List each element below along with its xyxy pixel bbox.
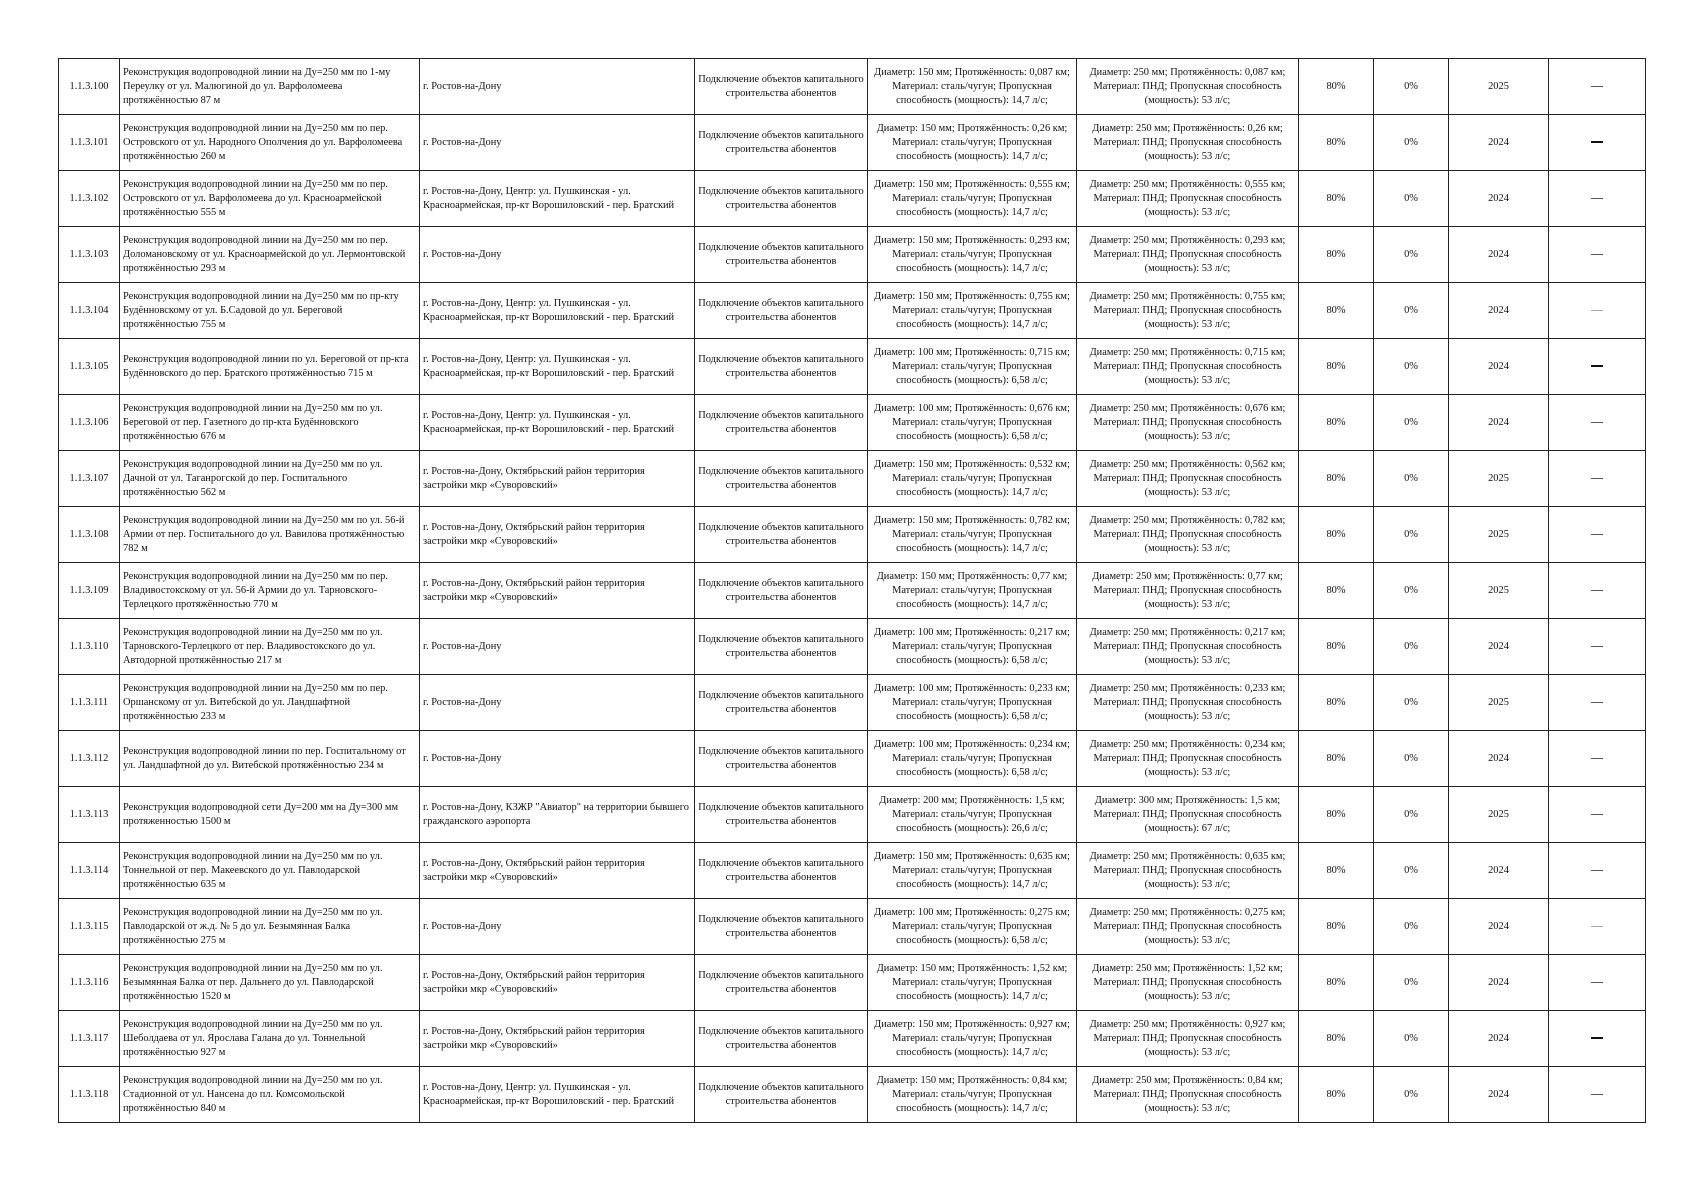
- wear-before-cell: 80%: [1299, 1011, 1374, 1067]
- completion-year-cell: 2025: [1449, 675, 1549, 731]
- project-code-cell: 1.1.3.113: [59, 787, 120, 843]
- purpose-cell: Подключение объектов капитального строительства абонентов: [695, 843, 868, 899]
- project-name-cell: Реконструкция водопроводной линии на Ду=250 мм по ул. 56-й Армии от пер. Госпитального до ул. Вавилова протяжённостью 782 м: [120, 507, 420, 563]
- note-cell: [1549, 59, 1646, 115]
- wear-before-cell: 80%: [1299, 507, 1374, 563]
- project-name-cell: Реконструкция водопроводной линии на Ду=250 мм по пер. Островского от ул. Варфоломеева до ул. Красноармейской протяжённостью 555 м: [120, 171, 420, 227]
- note-cell: [1549, 731, 1646, 787]
- purpose-cell: Подключение объектов капитального строительства абонентов: [695, 1067, 868, 1123]
- planned-parameters-cell: Диаметр: 300 мм; Протяжённость: 1,5 км; Материал: ПНД; Пропускная способность (мощность): 67 л/с;: [1077, 787, 1299, 843]
- wear-after-cell: 0%: [1374, 843, 1449, 899]
- note-cell: [1549, 227, 1646, 283]
- purpose-cell: Подключение объектов капитального строительства абонентов: [695, 675, 868, 731]
- empty-dash: [1591, 870, 1603, 871]
- purpose-cell: Подключение объектов капитального строительства абонентов: [695, 451, 868, 507]
- table-row: [59, 675, 1646, 731]
- note-cell: [1549, 395, 1646, 451]
- wear-before-cell: 80%: [1299, 843, 1374, 899]
- purpose-cell: Подключение объектов капитального строительства абонентов: [695, 283, 868, 339]
- project-name-cell: Реконструкция водопроводной линии на Ду=250 мм по ул. Безымянная Балка от пер. Дальнего до ул. Павлодарской протяжённостью 1520 м: [120, 955, 420, 1011]
- location-cell: г. Ростов-на-Дону: [420, 227, 695, 283]
- project-code-cell: 1.1.3.101: [59, 115, 120, 171]
- note-cell: [1549, 843, 1646, 899]
- location-cell: г. Ростов-на-Дону, Октябрьский район территория застройки мкр «Суворовский»: [420, 955, 695, 1011]
- wear-before-cell: 80%: [1299, 227, 1374, 283]
- wear-after-cell: 0%: [1374, 899, 1449, 955]
- purpose-cell: Подключение объектов капитального строительства абонентов: [695, 1011, 868, 1067]
- location-cell: г. Ростов-на-Дону, Октябрьский район территория застройки мкр «Суворовский»: [420, 563, 695, 619]
- current-parameters-cell: Диаметр: 100 мм; Протяжённость: 0,234 км; Материал: сталь/чугун; Пропускная способность (мощность): 6,58 л/с;: [868, 731, 1077, 787]
- wear-after-cell: 0%: [1374, 619, 1449, 675]
- completion-year-cell: 2024: [1449, 1067, 1549, 1123]
- purpose-cell: Подключение объектов капитального строительства абонентов: [695, 507, 868, 563]
- planned-parameters-cell: Диаметр: 250 мм; Протяжённость: 0,26 км; Материал: ПНД; Пропускная способность (мощность): 53 л/с;: [1077, 115, 1299, 171]
- empty-dash: [1591, 141, 1603, 143]
- current-parameters-cell: Диаметр: 150 мм; Протяжённость: 0,755 км; Материал: сталь/чугун; Пропускная способность (мощность): 14,7 л/с;: [868, 283, 1077, 339]
- project-name-cell: Реконструкция водопроводной линии на Ду=250 мм по ул. Стадионной от ул. Нансена до пл. Комсомольской протяжённостью 840 м: [120, 1067, 420, 1123]
- empty-dash: [1591, 982, 1603, 983]
- empty-dash: [1591, 590, 1603, 591]
- table-row: [59, 395, 1646, 451]
- empty-dash: [1591, 702, 1603, 703]
- project-code-cell: 1.1.3.108: [59, 507, 120, 563]
- completion-year-cell: 2024: [1449, 339, 1549, 395]
- wear-before-cell: 80%: [1299, 619, 1374, 675]
- project-code-cell: 1.1.3.116: [59, 955, 120, 1011]
- project-code-cell: 1.1.3.103: [59, 227, 120, 283]
- table-row: [59, 619, 1646, 675]
- wear-before-cell: 80%: [1299, 899, 1374, 955]
- wear-before-cell: 80%: [1299, 675, 1374, 731]
- completion-year-cell: 2024: [1449, 171, 1549, 227]
- planned-parameters-cell: Диаметр: 250 мм; Протяжённость: 0,555 км; Материал: ПНД; Пропускная способность (мощность): 53 л/с;: [1077, 171, 1299, 227]
- table-row: [59, 843, 1646, 899]
- project-name-cell: Реконструкция водопроводной линии по пер. Госпитальному от ул. Ландшафтной до ул. Витебской протяжённостью 234 м: [120, 731, 420, 787]
- planned-parameters-cell: Диаметр: 250 мм; Протяжённость: 0,234 км; Материал: ПНД; Пропускная способность (мощность): 53 л/с;: [1077, 731, 1299, 787]
- current-parameters-cell: Диаметр: 100 мм; Протяжённость: 0,217 км; Материал: сталь/чугун; Пропускная способность (мощность): 6,58 л/с;: [868, 619, 1077, 675]
- table-row: [59, 507, 1646, 563]
- purpose-cell: Подключение объектов капитального строительства абонентов: [695, 563, 868, 619]
- note-cell: [1549, 339, 1646, 395]
- current-parameters-cell: Диаметр: 150 мм; Протяжённость: 0,087 км; Материал: сталь/чугун; Пропускная способность (мощность): 14,7 л/с;: [868, 59, 1077, 115]
- note-cell: [1549, 115, 1646, 171]
- table-row: [59, 339, 1646, 395]
- table-row: [59, 1067, 1646, 1123]
- project-code-cell: 1.1.3.106: [59, 395, 120, 451]
- projects-table: [58, 58, 1646, 1123]
- project-name-cell: Реконструкция водопроводной линии на Ду=250 мм по ул. Павлодарской от ж.д. № 5 до ул. Безымянная Балка протяжённостью 275 м: [120, 899, 420, 955]
- project-name-cell: Реконструкция водопроводной линии на Ду=250 мм по ул. Шеболдаева от ул. Ярослава Галана до ул. Тоннельной протяжённостью 927 м: [120, 1011, 420, 1067]
- completion-year-cell: 2025: [1449, 507, 1549, 563]
- project-name-cell: Реконструкция водопроводной линии на Ду=250 мм по 1-му Переулку от ул. Малюгиной до ул. Варфоломеева протяжённостью 87 м: [120, 59, 420, 115]
- completion-year-cell: 2024: [1449, 395, 1549, 451]
- project-code-cell: 1.1.3.117: [59, 1011, 120, 1067]
- project-code-cell: 1.1.3.105: [59, 339, 120, 395]
- completion-year-cell: 2024: [1449, 619, 1549, 675]
- wear-after-cell: 0%: [1374, 115, 1449, 171]
- project-name-cell: Реконструкция водопроводной линии на Ду=250 мм по пер. Доломановскому от ул. Красноармейской до ул. Лермонтовской протяжённостью 293 м: [120, 227, 420, 283]
- planned-parameters-cell: Диаметр: 250 мм; Протяжённость: 0,84 км; Материал: ПНД; Пропускная способность (мощность): 53 л/с;: [1077, 1067, 1299, 1123]
- project-code-cell: 1.1.3.100: [59, 59, 120, 115]
- table-row: [59, 1011, 1646, 1067]
- completion-year-cell: 2025: [1449, 787, 1549, 843]
- project-code-cell: 1.1.3.104: [59, 283, 120, 339]
- location-cell: г. Ростов-на-Дону, Центр: ул. Пушкинская - ул. Красноармейская, пр-кт Ворошиловский - пер. Братский: [420, 395, 695, 451]
- purpose-cell: Подключение объектов капитального строительства абонентов: [695, 731, 868, 787]
- location-cell: г. Ростов-на-Дону, Центр: ул. Пушкинская - ул. Красноармейская, пр-кт Ворошиловский - пер. Братский: [420, 1067, 695, 1123]
- planned-parameters-cell: Диаметр: 250 мм; Протяжённость: 0,275 км; Материал: ПНД; Пропускная способность (мощность): 53 л/с;: [1077, 899, 1299, 955]
- purpose-cell: Подключение объектов капитального строительства абонентов: [695, 787, 868, 843]
- purpose-cell: Подключение объектов капитального строительства абонентов: [695, 899, 868, 955]
- wear-before-cell: 80%: [1299, 451, 1374, 507]
- wear-after-cell: 0%: [1374, 451, 1449, 507]
- location-cell: г. Ростов-на-Дону, Центр: ул. Пушкинская - ул. Красноармейская, пр-кт Ворошиловский - пер. Братский: [420, 283, 695, 339]
- project-code-cell: 1.1.3.102: [59, 171, 120, 227]
- table-row: [59, 731, 1646, 787]
- completion-year-cell: 2024: [1449, 115, 1549, 171]
- investment-program-table-sheet: [58, 58, 1646, 1123]
- current-parameters-cell: Диаметр: 150 мм; Протяжённость: 0,927 км; Материал: сталь/чугун; Пропускная способность (мощность): 14,7 л/с;: [868, 1011, 1077, 1067]
- location-cell: г. Ростов-на-Дону, Октябрьский район территория застройки мкр «Суворовский»: [420, 451, 695, 507]
- completion-year-cell: 2024: [1449, 1011, 1549, 1067]
- completion-year-cell: 2024: [1449, 731, 1549, 787]
- table-body: [59, 59, 1646, 1123]
- project-name-cell: Реконструкция водопроводной линии на Ду=250 мм по ул. Дачной от ул. Таганрогской до пер. Госпитального протяжённостью 562 м: [120, 451, 420, 507]
- current-parameters-cell: Диаметр: 150 мм; Протяжённость: 0,293 км; Материал: сталь/чугун; Пропускная способность (мощность): 14,7 л/с;: [868, 227, 1077, 283]
- planned-parameters-cell: Диаметр: 250 мм; Протяжённость: 0,635 км; Материал: ПНД; Пропускная способность (мощность): 53 л/с;: [1077, 843, 1299, 899]
- table-row: [59, 59, 1646, 115]
- project-name-cell: Реконструкция водопроводной линии по ул. Береговой от пр-кта Будённовского до пер. Братского протяжённостью 715 м: [120, 339, 420, 395]
- current-parameters-cell: Диаметр: 150 мм; Протяжённость: 1,52 км; Материал: сталь/чугун; Пропускная способность (мощность): 14,7 л/с;: [868, 955, 1077, 1011]
- wear-before-cell: 80%: [1299, 59, 1374, 115]
- note-cell: [1549, 451, 1646, 507]
- empty-dash: [1591, 86, 1603, 87]
- completion-year-cell: 2024: [1449, 955, 1549, 1011]
- wear-before-cell: 80%: [1299, 955, 1374, 1011]
- project-code-cell: 1.1.3.112: [59, 731, 120, 787]
- purpose-cell: Подключение объектов капитального строительства абонентов: [695, 955, 868, 1011]
- empty-dash: [1591, 254, 1603, 255]
- location-cell: г. Ростов-на-Дону: [420, 59, 695, 115]
- wear-before-cell: 80%: [1299, 339, 1374, 395]
- project-name-cell: Реконструкция водопроводной линии на Ду=250 мм по ул. Береговой от пер. Газетного до пр-кта Будённовского протяжённостью 676 м: [120, 395, 420, 451]
- project-name-cell: Реконструкция водопроводной линии на Ду=250 мм по пер. Островского от ул. Народного Ополчения до ул. Варфоломеева протяжённостью 260 м: [120, 115, 420, 171]
- current-parameters-cell: Диаметр: 150 мм; Протяжённость: 0,26 км; Материал: сталь/чугун; Пропускная способность (мощность): 14,7 л/с;: [868, 115, 1077, 171]
- note-cell: [1549, 507, 1646, 563]
- note-cell: [1549, 563, 1646, 619]
- project-code-cell: 1.1.3.118: [59, 1067, 120, 1123]
- project-code-cell: 1.1.3.114: [59, 843, 120, 899]
- project-code-cell: 1.1.3.107: [59, 451, 120, 507]
- empty-dash: [1591, 422, 1603, 423]
- wear-before-cell: 80%: [1299, 395, 1374, 451]
- note-cell: [1549, 955, 1646, 1011]
- empty-dash: [1591, 198, 1603, 199]
- empty-dash: [1591, 1037, 1603, 1039]
- table-row: [59, 171, 1646, 227]
- current-parameters-cell: Диаметр: 200 мм; Протяжённость: 1,5 км; Материал: сталь/чугун; Пропускная способность (мощность): 26,6 л/с;: [868, 787, 1077, 843]
- note-cell: [1549, 1067, 1646, 1123]
- wear-after-cell: 0%: [1374, 563, 1449, 619]
- project-name-cell: Реконструкция водопроводной линии на Ду=250 мм по пр-кту Будённовскому от ул. Б.Садовой до ул. Береговой протяжённостью 755 м: [120, 283, 420, 339]
- project-code-cell: 1.1.3.115: [59, 899, 120, 955]
- current-parameters-cell: Диаметр: 150 мм; Протяжённость: 0,77 км; Материал: сталь/чугун; Пропускная способность (мощность): 14,7 л/с;: [868, 563, 1077, 619]
- wear-after-cell: 0%: [1374, 731, 1449, 787]
- completion-year-cell: 2025: [1449, 563, 1549, 619]
- note-cell: [1549, 171, 1646, 227]
- table-row: [59, 227, 1646, 283]
- planned-parameters-cell: Диаметр: 250 мм; Протяжённость: 0,233 км; Материал: ПНД; Пропускная способность (мощность): 53 л/с;: [1077, 675, 1299, 731]
- wear-after-cell: 0%: [1374, 955, 1449, 1011]
- empty-dash: [1591, 534, 1603, 535]
- table-row: [59, 899, 1646, 955]
- note-cell: [1549, 675, 1646, 731]
- current-parameters-cell: Диаметр: 150 мм; Протяжённость: 0,635 км; Материал: сталь/чугун; Пропускная способность (мощность): 14,7 л/с;: [868, 843, 1077, 899]
- empty-dash: [1591, 926, 1603, 927]
- empty-dash: [1591, 814, 1603, 815]
- project-code-cell: 1.1.3.111: [59, 675, 120, 731]
- completion-year-cell: 2024: [1449, 899, 1549, 955]
- planned-parameters-cell: Диаметр: 250 мм; Протяжённость: 0,755 км; Материал: ПНД; Пропускная способность (мощность): 53 л/с;: [1077, 283, 1299, 339]
- completion-year-cell: 2025: [1449, 451, 1549, 507]
- note-cell: [1549, 283, 1646, 339]
- planned-parameters-cell: Диаметр: 250 мм; Протяжённость: 0,927 км; Материал: ПНД; Пропускная способность (мощность): 53 л/с;: [1077, 1011, 1299, 1067]
- location-cell: г. Ростов-на-Дону, Октябрьский район территория застройки мкр «Суворовский»: [420, 507, 695, 563]
- wear-before-cell: 80%: [1299, 563, 1374, 619]
- purpose-cell: Подключение объектов капитального строительства абонентов: [695, 59, 868, 115]
- completion-year-cell: 2024: [1449, 283, 1549, 339]
- completion-year-cell: 2024: [1449, 843, 1549, 899]
- project-name-cell: Реконструкция водопроводной линии на Ду=250 мм по пер. Владивостокскому от ул. 56-й Армии до ул. Тарновского-Терлецкого протяжённостью 770 м: [120, 563, 420, 619]
- current-parameters-cell: Диаметр: 150 мм; Протяжённость: 0,84 км; Материал: сталь/чугун; Пропускная способность (мощность): 14,7 л/с;: [868, 1067, 1077, 1123]
- planned-parameters-cell: Диаметр: 250 мм; Протяжённость: 0,293 км; Материал: ПНД; Пропускная способность (мощность): 53 л/с;: [1077, 227, 1299, 283]
- planned-parameters-cell: Диаметр: 250 мм; Протяжённость: 0,087 км; Материал: ПНД; Пропускная способность (мощность): 53 л/с;: [1077, 59, 1299, 115]
- wear-after-cell: 0%: [1374, 227, 1449, 283]
- table-row: [59, 563, 1646, 619]
- empty-dash: [1591, 758, 1603, 759]
- location-cell: г. Ростов-на-Дону: [420, 619, 695, 675]
- location-cell: г. Ростов-на-Дону, Октябрьский район территория застройки мкр «Суворовский»: [420, 1011, 695, 1067]
- wear-after-cell: 0%: [1374, 507, 1449, 563]
- wear-before-cell: 80%: [1299, 787, 1374, 843]
- location-cell: г. Ростов-на-Дону, Центр: ул. Пушкинская - ул. Красноармейская, пр-кт Ворошиловский - пер. Братский: [420, 339, 695, 395]
- note-cell: [1549, 619, 1646, 675]
- purpose-cell: Подключение объектов капитального строительства абонентов: [695, 395, 868, 451]
- location-cell: г. Ростов-на-Дону, Октябрьский район территория застройки мкр «Суворовский»: [420, 843, 695, 899]
- planned-parameters-cell: Диаметр: 250 мм; Протяжённость: 1,52 км; Материал: ПНД; Пропускная способность (мощность): 53 л/с;: [1077, 955, 1299, 1011]
- purpose-cell: Подключение объектов капитального строительства абонентов: [695, 619, 868, 675]
- empty-dash: [1591, 310, 1603, 311]
- purpose-cell: Подключение объектов капитального строительства абонентов: [695, 339, 868, 395]
- current-parameters-cell: Диаметр: 100 мм; Протяжённость: 0,715 км; Материал: сталь/чугун; Пропускная способность (мощность): 6,58 л/с;: [868, 339, 1077, 395]
- wear-before-cell: 80%: [1299, 731, 1374, 787]
- current-parameters-cell: Диаметр: 150 мм; Протяжённость: 0,555 км; Материал: сталь/чугун; Пропускная способность (мощность): 14,7 л/с;: [868, 171, 1077, 227]
- table-row: [59, 283, 1646, 339]
- table-row: [59, 955, 1646, 1011]
- wear-after-cell: 0%: [1374, 675, 1449, 731]
- planned-parameters-cell: Диаметр: 250 мм; Протяжённость: 0,77 км; Материал: ПНД; Пропускная способность (мощность): 53 л/с;: [1077, 563, 1299, 619]
- empty-dash: [1591, 478, 1603, 479]
- wear-after-cell: 0%: [1374, 1067, 1449, 1123]
- project-name-cell: Реконструкция водопроводной линии на Ду=250 мм по ул. Тарновского-Терлецкого от пер. Владивостокского до ул. Автодорной протяжённостью 217 м: [120, 619, 420, 675]
- wear-before-cell: 80%: [1299, 171, 1374, 227]
- empty-dash: [1591, 365, 1603, 367]
- completion-year-cell: 2025: [1449, 59, 1549, 115]
- table-row: [59, 115, 1646, 171]
- current-parameters-cell: Диаметр: 100 мм; Протяжённость: 0,676 км; Материал: сталь/чугун; Пропускная способность (мощность): 6,58 л/с;: [868, 395, 1077, 451]
- wear-after-cell: 0%: [1374, 283, 1449, 339]
- current-parameters-cell: Диаметр: 150 мм; Протяжённость: 0,782 км; Материал: сталь/чугун; Пропускная способность (мощность): 14,7 л/с;: [868, 507, 1077, 563]
- wear-before-cell: 80%: [1299, 1067, 1374, 1123]
- purpose-cell: Подключение объектов капитального строительства абонентов: [695, 227, 868, 283]
- note-cell: [1549, 1011, 1646, 1067]
- table-row: [59, 451, 1646, 507]
- note-cell: [1549, 899, 1646, 955]
- wear-after-cell: 0%: [1374, 59, 1449, 115]
- table-row: [59, 787, 1646, 843]
- location-cell: г. Ростов-на-Дону, КЗЖР "Авиатор" на территории бывшего гражданского аэропорта: [420, 787, 695, 843]
- wear-after-cell: 0%: [1374, 395, 1449, 451]
- note-cell: [1549, 787, 1646, 843]
- current-parameters-cell: Диаметр: 100 мм; Протяжённость: 0,233 км; Материал: сталь/чугун; Пропускная способность (мощность): 6,58 л/с;: [868, 675, 1077, 731]
- wear-after-cell: 0%: [1374, 787, 1449, 843]
- location-cell: г. Ростов-на-Дону: [420, 731, 695, 787]
- location-cell: г. Ростов-на-Дону: [420, 675, 695, 731]
- project-name-cell: Реконструкция водопроводной сети Ду=200 мм на Ду=300 мм протяженностью 1500 м: [120, 787, 420, 843]
- planned-parameters-cell: Диаметр: 250 мм; Протяжённость: 0,562 км; Материал: ПНД; Пропускная способность (мощность): 53 л/с;: [1077, 451, 1299, 507]
- planned-parameters-cell: Диаметр: 250 мм; Протяжённость: 0,217 км; Материал: ПНД; Пропускная способность (мощность): 53 л/с;: [1077, 619, 1299, 675]
- current-parameters-cell: Диаметр: 150 мм; Протяжённость: 0,532 км; Материал: сталь/чугун; Пропускная способность (мощность): 14,7 л/с;: [868, 451, 1077, 507]
- location-cell: г. Ростов-на-Дону: [420, 115, 695, 171]
- purpose-cell: Подключение объектов капитального строительства абонентов: [695, 115, 868, 171]
- purpose-cell: Подключение объектов капитального строительства абонентов: [695, 171, 868, 227]
- wear-after-cell: 0%: [1374, 1011, 1449, 1067]
- planned-parameters-cell: Диаметр: 250 мм; Протяжённость: 0,676 км; Материал: ПНД; Пропускная способность (мощность): 53 л/с;: [1077, 395, 1299, 451]
- project-code-cell: 1.1.3.110: [59, 619, 120, 675]
- project-code-cell: 1.1.3.109: [59, 563, 120, 619]
- current-parameters-cell: Диаметр: 100 мм; Протяжённость: 0,275 км; Материал: сталь/чугун; Пропускная способность (мощность): 6,58 л/с;: [868, 899, 1077, 955]
- empty-dash: [1591, 646, 1603, 647]
- planned-parameters-cell: Диаметр: 250 мм; Протяжённость: 0,782 км; Материал: ПНД; Пропускная способность (мощность): 53 л/с;: [1077, 507, 1299, 563]
- wear-after-cell: 0%: [1374, 339, 1449, 395]
- planned-parameters-cell: Диаметр: 250 мм; Протяжённость: 0,715 км; Материал: ПНД; Пропускная способность (мощность): 53 л/с;: [1077, 339, 1299, 395]
- completion-year-cell: 2024: [1449, 227, 1549, 283]
- project-name-cell: Реконструкция водопроводной линии на Ду=250 мм по пер. Оршанскому от ул. Витебской до ул. Ландшафтной протяжённостью 233 м: [120, 675, 420, 731]
- empty-dash: [1591, 1094, 1603, 1095]
- location-cell: г. Ростов-на-Дону: [420, 899, 695, 955]
- project-name-cell: Реконструкция водопроводной линии на Ду=250 мм по ул. Тоннельной от пер. Макеевского до ул. Павлодарской протяжённостью 635 м: [120, 843, 420, 899]
- wear-before-cell: 80%: [1299, 115, 1374, 171]
- wear-before-cell: 80%: [1299, 283, 1374, 339]
- wear-after-cell: 0%: [1374, 171, 1449, 227]
- location-cell: г. Ростов-на-Дону, Центр: ул. Пушкинская - ул. Красноармейская, пр-кт Ворошиловский - пер. Братский: [420, 171, 695, 227]
